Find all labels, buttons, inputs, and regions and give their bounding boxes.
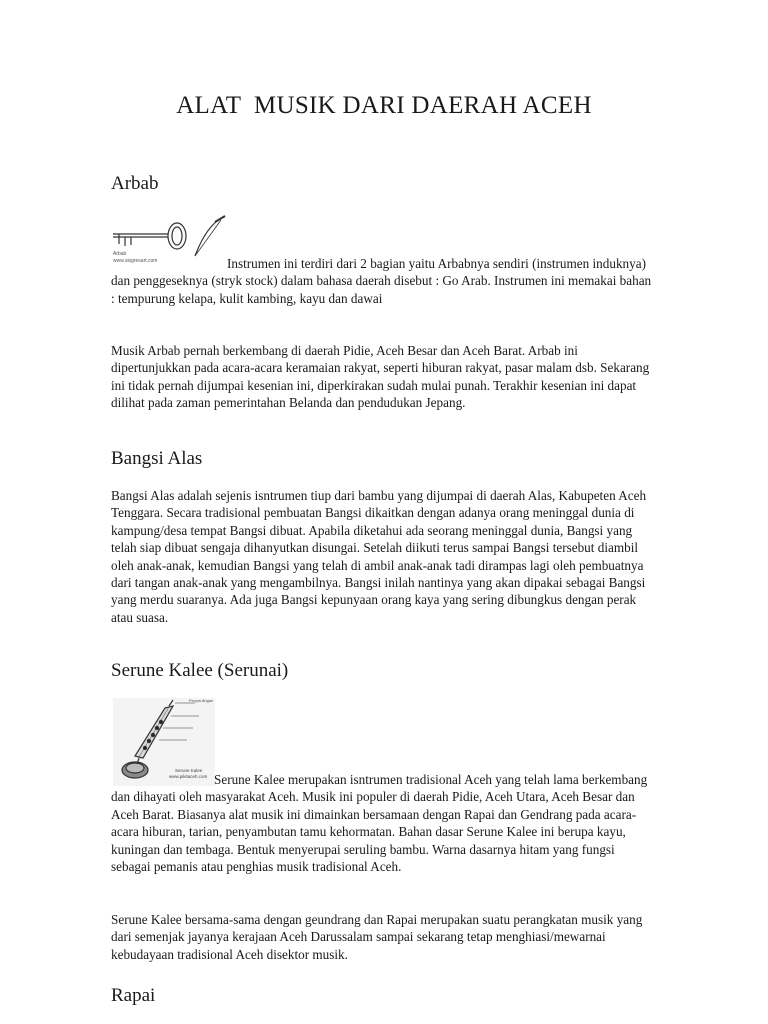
section-heading-bangsi-alas: Bangsi Alas	[111, 448, 203, 469]
svg-text:Arbab: Arbab	[113, 251, 127, 257]
arbab-paragraph-2: Musik Arbab pernah berkembang di daerah Pidie, Aceh Besar dan Aceh Barat. Arbab ini dipertunjukkan pada acara-acara keramaian rakyat, seperti hiburan rakyat, pasar malam dsb. Sekarang ini tidak pernah dijumpai kesenian ini, diperkirakan sudah mulai punah. Terakhir kesenian ini dapat dilihat pada zaman pemerintahan Belanda dan pendudukan Jepang.	[111, 343, 650, 411]
arbab-image-caption: www.sisgresart.com	[113, 258, 158, 264]
serune-kalee-image-label: Serune Kalee	[175, 768, 203, 773]
section-heading-serune-kalee: Serune Kalee (Serunai)	[111, 660, 289, 681]
bangsi-alas-paragraph: Bangsi Alas adalah sejenis isntrumen tiup dari bambu yang dijumpai di daerah Alas, Kabupeten Aceh Tenggara. Secara tradisional pembuatan Bangsi dikaitkan dengan adanya orang meninggal dunia di kampung/desa tempat Bangsi dibuat. Apabila diketahui ada seorang meninggal dunia, Bangsi yang telah siap dibuat sengaja dihanyutkan disungai. Setelah diikuti terus sampai Bangsi tersebut diambil oleh anak-anak, kemudian Bangsi yang telah di ambil anak-anak tadi dirampas lagi oleh pembuatnya dari tangan anak-anak yang mengambilnya. Bangsi inilah nantinya yang akan dipakai sebagai Bangsi yang merdu suaranya. Ada juga Bangsi kepunyaan orang kaya yang sering dibungkus dengan perak atau suasa.	[111, 488, 647, 625]
section-heading-arbab: Arbab	[111, 173, 159, 194]
serune-kalee-paragraph-1: Serune Kalee merupakan isntrumen tradisional Aceh yang telah lama berkembang dan dihayati oleh masyarakat Aceh. Musik ini populer di daerah Pidie, Aceh Utara, Aceh Besar dan Aceh Barat. Biasanya alat musik ini dimainkan bersamaan dengan Rapai dan Gendrang pada acara-acara hiburan, tarian, penyambutan tamu kehormatan. Bahan dasar Serune Kalee ini berupa kayu, kuningan dan tembaga. Bentuk menyerupai seruling bambu. Warna dasarnya hitam yang fungsi sebagai pemanis atau penghias musik tradisional Aceh.	[111, 772, 648, 875]
serune-kalee-image-url: www.pikitaceh.com	[169, 774, 208, 779]
section-heading-rapai: Rapai	[111, 985, 156, 1006]
arbab-paragraph-1: Instrumen ini terdiri dari 2 bagian yaitu Arbabnya sendiri (instrumen induknya) dan penggeseknya (stryk stock) dalam bahasa daerah disebut : Go Arab. Instrumen ini memakai bahan : tempurung kelapa, kulit kambing, kayu dan dawai	[111, 256, 652, 306]
serune-kalee-paragraph-2: Serune Kalee bersama-sama dengan geundrang dan Rapai merupakan suatu perangkatan musik yang dari semenjak jayanya kerajaan Aceh Darussalam sampai sekarang tetap menghiasi/mewarnai kebudayaan tradisional Aceh disektor musik.	[111, 912, 643, 962]
document-title: ALAT MUSIK DARI DAERAH ACEH	[176, 92, 592, 119]
svg-text:Penyeulingan: Penyeulingan	[189, 698, 214, 703]
